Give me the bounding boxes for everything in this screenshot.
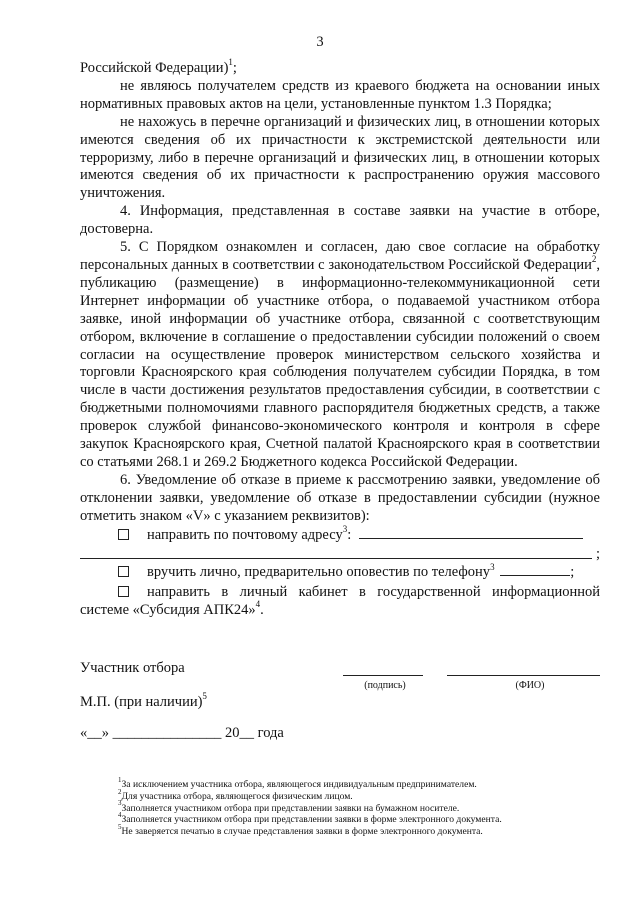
- paragraph-continuation: [80, 57, 600, 78]
- paragraph-text: , публикацию (размещение) в информационно-телекоммуникационной сети Интернет информации об участнике отбора, о подаваемой участником отбора заявке, иной информации об участнике отбора, связанной с соответствующим отбором, включение в соглашение о предоставлении субсидии положений о своем согласии на осуществление проверок министерством сельского хозяйства и торговли Красноярского края соблюдения получателем субсидии Порядка, в том числе в части достижения результатов предоставления субсидии, в соответствии с бюджетными полномочиями главного распорядителя бюджетных средств, а также проверок службой финансово-экономического контроля и контроля в сфере закупок Красноярского края, Счетной палатой Красноярского края в соответствии со статьями 268.1 и 269.2 Бюджетного кодекса Российской Федерации.: [80, 256, 600, 470]
- footnote-number: 1: [118, 775, 122, 784]
- address-field-line2[interactable]: [80, 544, 592, 559]
- footnote-text: За исключением участника отбора, являющегося индивидуальным предпринимателем.: [121, 779, 477, 790]
- punctuation: .: [260, 602, 264, 619]
- footnote-ref: 3: [490, 561, 495, 572]
- footnotes: [118, 775, 578, 838]
- name-caption: (ФИО): [515, 680, 545, 691]
- address-field[interactable]: [359, 538, 583, 539]
- date-line: «__» _______________ 20__ года: [80, 725, 284, 741]
- footnote-text: Не заверяется печатью в случае представления заявки в форме электронного документа.: [121, 826, 483, 838]
- document-body: [80, 57, 600, 620]
- paragraph-text: 5. С Порядком ознакомлен и согласен, даю свое согласие на обработку персональных данных в соответствии с законодательством Российской Федерации: [80, 239, 600, 273]
- footnote: [118, 775, 578, 791]
- footnote-text: Заполняется участником отбора при представлении заявки в форме электронного документа.: [121, 814, 502, 826]
- footnote-ref: 3: [342, 523, 348, 534]
- footnote-ref: 2: [591, 254, 597, 265]
- footnote-ref: 4: [255, 599, 261, 610]
- paragraph-5: [80, 239, 600, 472]
- name-field[interactable]: [447, 675, 600, 676]
- option-personal: [80, 561, 600, 582]
- footnote: [118, 787, 578, 803]
- paragraph-text: Российской Федерации): [80, 60, 229, 76]
- stamp-label: М.П. (при наличии): [80, 694, 203, 710]
- signature-caption: (подпись): [364, 680, 406, 691]
- footnote-number: 4: [118, 811, 122, 820]
- footnote-text: Для участника отбора, являющегося физическим лицом.: [121, 790, 353, 802]
- paragraph-4: 4. Информация, представленная в составе заявки на участие в отборе, достоверна.: [80, 203, 600, 238]
- phone-field[interactable]: [500, 575, 570, 576]
- punctuation: ;: [595, 546, 600, 563]
- paragraph-not-in-list: не нахожусь в перечне организаций и физических лиц, в отношении которых имеются сведения об их причастности к экстремистской деятельности или терроризму, либо в перечне организаций и физических лиц, в отношении которых имеются сведения об их причастности к распространению оружия массового уничтожения.: [80, 113, 600, 202]
- footnote: [118, 799, 578, 815]
- footnote-number: 5: [118, 823, 122, 831]
- checkbox-personal[interactable]: [118, 566, 129, 577]
- paragraph-not-recipient: не являюсь получателем средств из краевого бюджета на основании иных нормативных правовых актов на цели, установленные пунктом 1.3 Порядка;: [80, 77, 600, 112]
- footnote-ref: 5: [202, 691, 207, 702]
- punctuation: ;: [570, 564, 575, 581]
- footnote: [118, 811, 578, 826]
- page-number: 3: [316, 34, 324, 50]
- footnote-text: Заполняется участником отбора при представлении заявки на бумажном носителе.: [121, 802, 460, 814]
- option-mail: [80, 523, 600, 545]
- signature-field[interactable]: [343, 675, 423, 676]
- stamp-line: [80, 691, 207, 711]
- footnote-number: 2: [118, 787, 122, 796]
- option-label: вручить лично, предварительно оповестив по телефону: [147, 564, 491, 581]
- footnote: [118, 823, 578, 838]
- address-line-2: [80, 544, 600, 562]
- footnote-ref: 1: [228, 57, 233, 68]
- checkbox-mail[interactable]: [118, 529, 129, 540]
- option-label: направить в личный кабинет в государственной информационной системе «Субсидия АПК24»: [80, 584, 600, 619]
- footnote-number: 3: [118, 799, 122, 808]
- paragraph-6: 6. Уведомление об отказе в приеме к рассмотрению заявки, уведомление об отклонении заявки, уведомление об отказе в предоставлении субсидии (нужное отметить знаком «V» с указанием реквизитов):: [80, 471, 600, 524]
- checkbox-cabinet[interactable]: [118, 586, 129, 597]
- punctuation: ;: [232, 60, 237, 76]
- punctuation: :: [347, 526, 352, 543]
- option-label: направить по почтовому адресу: [147, 526, 343, 543]
- option-cabinet: [80, 584, 600, 620]
- participant-label: Участник отбора: [80, 660, 185, 676]
